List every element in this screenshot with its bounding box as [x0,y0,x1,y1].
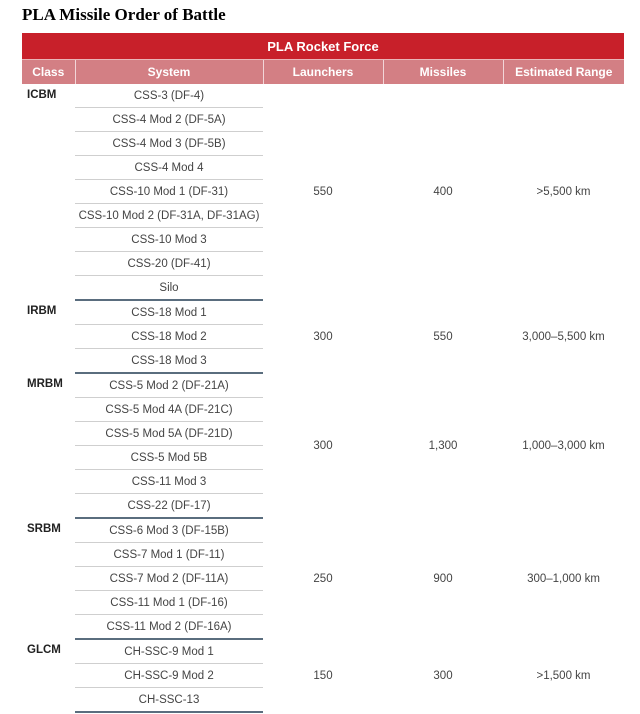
launchers-cell: 150 [313,669,333,682]
system-cell: CSS-5 Mod 4A (DF-21C) [75,398,263,422]
column-header-system: System [75,60,263,85]
table-row [22,518,624,543]
class-cell: SRBM [27,523,61,535]
missiles-cell: 900 [433,572,453,585]
system-cell: Silo [75,276,263,301]
order-of-battle-table [22,33,624,713]
class-cell: IRBM [27,305,57,317]
launchers-cell: 550 [313,186,333,198]
table-body [22,84,624,712]
system-cell: CSS-4 Mod 2 (DF-5A) [75,108,263,132]
table-row [22,84,624,108]
system-cell: CSS-18 Mod 2 [75,325,263,349]
class-cell: ICBM [27,89,57,101]
missiles-cell: 1,300 [428,439,458,452]
system-cell: CSS-11 Mod 2 (DF-16A) [75,615,263,640]
column-header-launchers: Launchers [263,60,383,85]
system-cell: CSS-7 Mod 2 (DF-11A) [75,567,263,591]
system-cell: CH-SSC-9 Mod 2 [75,664,263,688]
system-cell: CSS-11 Mod 3 [75,470,263,494]
system-cell: CH-SSC-9 Mod 1 [75,639,263,664]
range-cell: >1,500 km [536,669,591,682]
class-cell: GLCM [27,644,61,656]
system-cell: CSS-5 Mod 5B [75,446,263,470]
system-cell: CSS-10 Mod 1 (DF-31) [75,180,263,204]
system-cell: CSS-20 (DF-41) [75,252,263,276]
system-cell: CSS-7 Mod 1 (DF-11) [75,543,263,567]
table-row [22,373,624,398]
missiles-cell: 300 [433,669,453,682]
system-cell: CSS-3 (DF-4) [75,84,263,108]
system-cell: CSS-10 Mod 2 (DF-31A, DF-31AG) [75,204,263,228]
launchers-cell: 300 [313,439,333,452]
table-row [22,300,624,325]
range-cell: 1,000–3,000 km [522,439,605,452]
launchers-cell: 250 [313,572,333,585]
range-cell: 3,000–5,500 km [522,330,605,343]
class-cell: MRBM [27,378,63,390]
system-cell: CSS-4 Mod 4 [75,156,263,180]
system-cell: CSS-18 Mod 1 [75,300,263,325]
column-header-missiles: Missiles [383,60,503,85]
system-cell: CSS-22 (DF-17) [75,494,263,519]
system-cell: CSS-11 Mod 1 (DF-16) [75,591,263,615]
system-cell: CSS-4 Mod 3 (DF-5B) [75,132,263,156]
missiles-cell: 400 [433,186,453,198]
column-header-class: Class [22,60,75,85]
system-cell: CSS-6 Mod 3 (DF-15B) [75,518,263,543]
system-cell: CSS-5 Mod 2 (DF-21A) [75,373,263,398]
page-title: PLA Missile Order of Battle [22,5,226,24]
force-header: PLA Rocket Force [22,33,624,60]
system-cell: CH-SSC-13 [75,688,263,713]
missiles-cell: 550 [433,330,453,343]
table-row [22,639,624,664]
range-cell: 300–1,000 km [527,572,600,585]
system-cell: CSS-18 Mod 3 [75,349,263,374]
system-cell: CSS-5 Mod 5A (DF-21D) [75,422,263,446]
range-cell: >5,500 km [536,186,591,198]
column-header-range: Estimated Range [503,60,624,85]
launchers-cell: 300 [313,330,333,343]
system-cell: CSS-10 Mod 3 [75,228,263,252]
